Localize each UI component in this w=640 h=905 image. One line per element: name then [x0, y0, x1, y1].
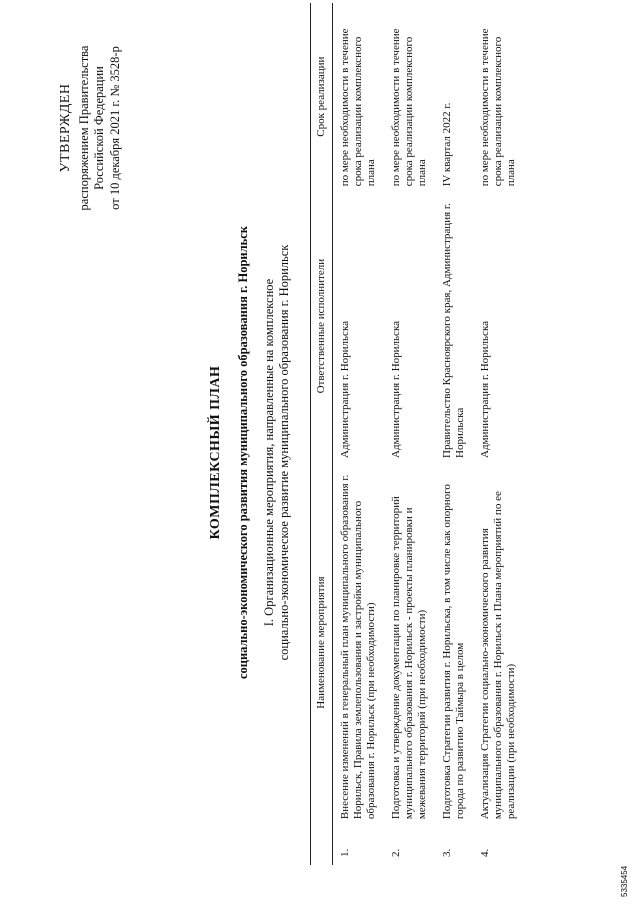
table-row: [473, 3, 524, 865]
row-term: по мере необходимости в течение срока реализации комплексного плана: [390, 28, 428, 187]
document-number: 5335454: [620, 865, 629, 897]
header-term: Срок реализации: [311, 3, 333, 190]
approval-stamp: [58, 13, 123, 243]
row-executors: Администрация г. Норильска: [339, 320, 351, 458]
approval-line-1: распоряжением Правительства: [76, 45, 91, 211]
row-name: Подготовка и утверждение документации по планировке территорий муниципального образования г. Норильск - проекты планировки и межевания территорий (при необходимости): [390, 496, 428, 820]
row-number: 3.: [441, 848, 453, 857]
row-executors: Правительство Красноярского края, Администрация г. Норильска: [441, 203, 466, 458]
section-heading-line-2: социально-экономическое развитие муниципального образования г. Норильск: [277, 244, 291, 661]
row-executors: Администрация г. Норильска: [479, 320, 491, 458]
header-name: Наименование мероприятия: [311, 462, 333, 823]
table-header-row: [311, 3, 333, 865]
row-name: Актуализация Стратегии социально-экономического развития муниципального образования г. Норильск и Плана мероприятий по ее реализации (при необходимости): [479, 491, 517, 820]
row-term: по мере необходимости в течение срока реализации комплексного плана: [479, 28, 517, 187]
approval-heading: УТВЕРЖДЕН: [58, 83, 73, 173]
section-heading: [262, 0, 292, 905]
row-executors: Администрация г. Норильска: [390, 320, 402, 458]
row-term: по мере необходимости в течение срока реализации комплексного плана: [339, 28, 377, 187]
header-executors: Ответственные исполнители: [311, 190, 333, 462]
row-number: 4.: [479, 848, 491, 857]
approval-line-3: от 10 декабря 2021 г. № 3528-р: [107, 46, 122, 210]
row-number: 2.: [390, 848, 402, 857]
header-number: [311, 823, 333, 865]
document-title: КОМПЛЕКСНЫЙ ПЛАН: [208, 365, 223, 540]
row-term: IV квартал 2022 г.: [441, 102, 453, 187]
plan-table: [310, 3, 524, 865]
section-heading-line-1: I. Организационные мероприятия, направленные на комплексное: [262, 278, 276, 627]
row-name: Внесение изменений в генеральный план муниципального образования г. Норильск, Правила землепользования и застройки муниципального образования г. Норильск (при необходимости): [339, 474, 377, 820]
table-row: [435, 3, 473, 865]
approval-line-2: Российской Федерации: [92, 66, 106, 190]
row-name: Подготовка Стратегии развития г. Норильска, в том числе как опорного города по развитию Таймыра в целом: [441, 484, 466, 820]
table-row: [333, 3, 385, 865]
document-subtitle: социально-экономического развития муниципального образования г. Норильск: [236, 226, 250, 680]
table-row: [384, 3, 435, 865]
row-number: 1.: [339, 848, 351, 857]
